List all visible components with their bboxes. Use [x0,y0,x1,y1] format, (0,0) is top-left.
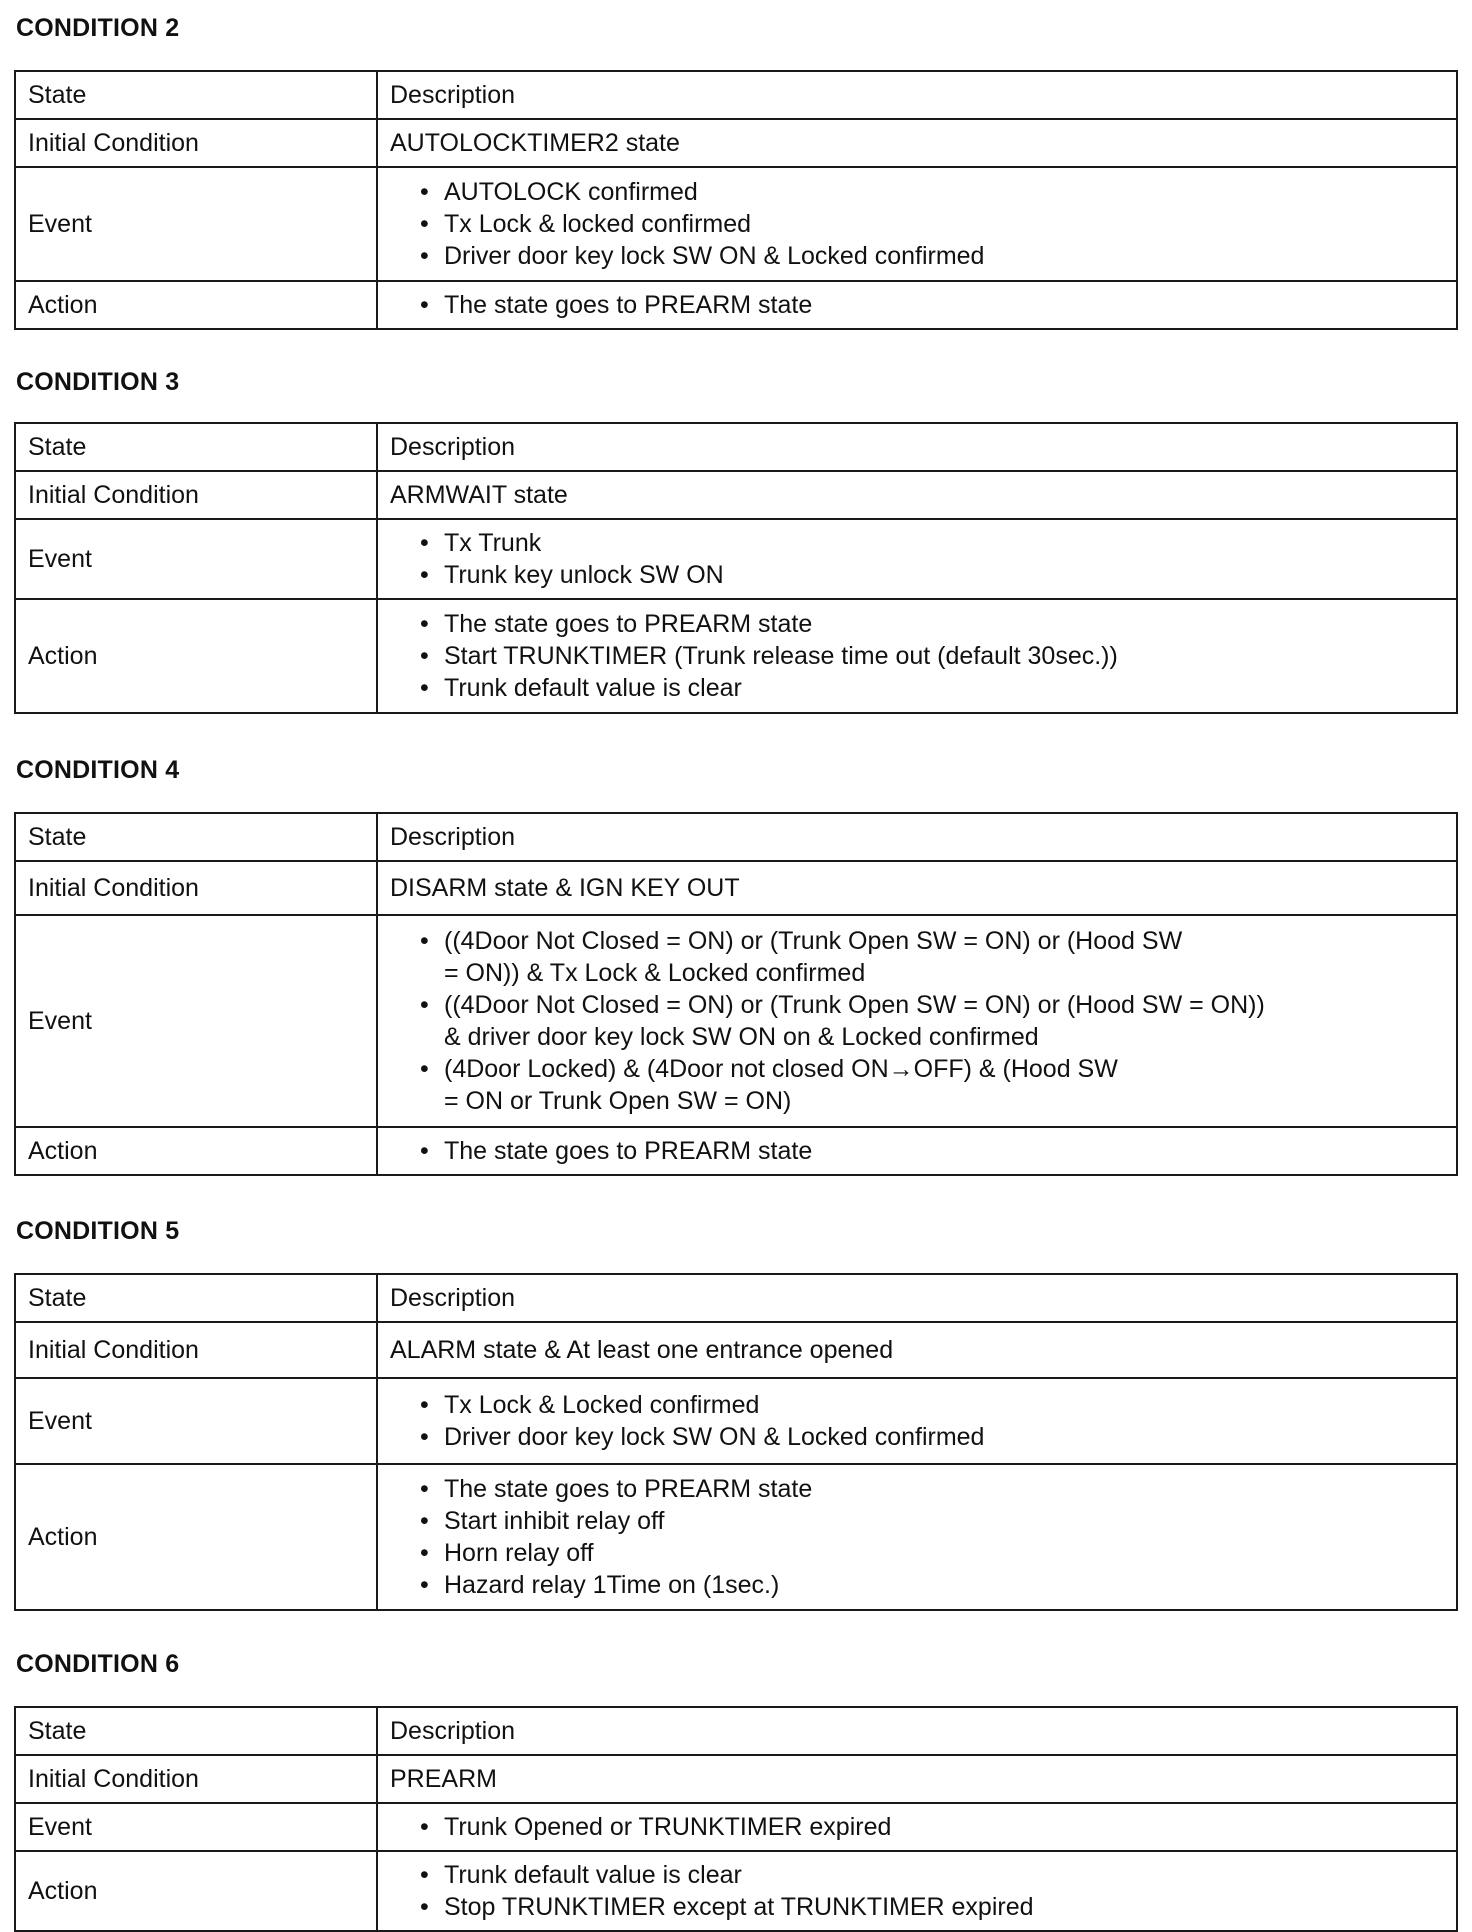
condition-heading: CONDITION 4 [16,756,180,784]
list-item: • Trunk default value is clear [420,1859,1444,1891]
event-row [15,915,1457,1127]
table-header-row [15,1274,1457,1322]
list-item: • ((4Door Not Closed = ON) or (Trunk Open SW = ON) or (Hood SW = ON)) & Tx Lock & Locked confirmed [420,925,1444,989]
event-list [390,1811,1444,1843]
bullet-text-continued: & driver door key lock SW ON on & Locked confirmed [444,1023,1039,1051]
initial-condition-row [15,119,1457,167]
condition-heading: CONDITION 6 [16,1650,180,1678]
header-description: Description [377,71,1457,119]
action-label: Action [15,599,377,713]
event-list [390,925,1444,1117]
list-item: • Horn relay off [420,1537,1444,1569]
event-list [390,1389,1444,1453]
event-items [377,519,1457,599]
condition-table [14,1706,1458,1932]
bullet-text: Horn relay off [444,1539,594,1567]
action-list [390,1135,1444,1167]
bullet-text: Trunk default value is clear [444,674,742,702]
action-items [377,281,1457,329]
list-item: • (4Door Locked) & (4Door not closed ON→OFF) & (Hood SW = ON or Trunk Open SW = ON) [420,1053,1444,1117]
initial-condition-value: PREARM [377,1755,1457,1803]
table-header-row [15,71,1457,119]
list-item: • The state goes to PREARM state [420,289,1444,321]
header-description: Description [377,423,1457,471]
condition-table [14,812,1458,1176]
initial-condition-label: Initial Condition [15,119,377,167]
action-row [15,1851,1457,1931]
initial-condition-row [15,471,1457,519]
action-list [390,608,1444,704]
event-label: Event [15,519,377,599]
table-header-row [15,423,1457,471]
condition-heading: CONDITION 2 [16,14,180,42]
action-label: Action [15,1127,377,1175]
header-state: State [15,71,377,119]
list-item: • Driver door key lock SW ON & Locked confirmed [420,1421,1444,1453]
header-description: Description [377,1274,1457,1322]
event-row [15,1378,1457,1464]
bullet-text: Start TRUNKTIMER (Trunk release time out (default 30sec.)) [444,642,1118,670]
bullet-text: The state goes to PREARM state [444,1475,813,1503]
initial-condition-value: ARMWAIT state [377,471,1457,519]
event-list [390,527,1444,591]
bullet-text: Tx Trunk [444,529,542,557]
initial-condition-value: AUTOLOCKTIMER2 state [377,119,1457,167]
event-items [377,1378,1457,1464]
bullet-text-continued: = ON or Trunk Open SW = ON) [444,1087,792,1115]
event-label: Event [15,915,377,1127]
condition-heading: CONDITION 3 [16,368,180,396]
bullet-text: Trunk Opened or TRUNKTIMER expired [444,1813,892,1841]
event-list [390,176,1444,272]
bullet-text: The state goes to PREARM state [444,1137,813,1165]
list-item: • ((4Door Not Closed = ON) or (Trunk Open SW = ON) or (Hood SW = ON)) & driver door key lock SW ON on & Locked confirmed [420,989,1444,1053]
initial-condition-label: Initial Condition [15,471,377,519]
bullet-text: Tx Lock & locked confirmed [444,210,752,238]
action-label: Action [15,281,377,329]
list-item: • Tx Lock & Locked confirmed [420,1389,1444,1421]
action-row [15,1127,1457,1175]
table-header-row [15,813,1457,861]
action-items [377,1851,1457,1931]
list-item: • Trunk default value is clear [420,672,1444,704]
bullet-text: ((4Door Not Closed = ON) or (Trunk Open SW = ON) or (Hood SW [444,927,1183,955]
header-description: Description [377,1707,1457,1755]
list-item: • The state goes to PREARM state [420,1135,1444,1167]
list-item: • Tx Trunk [420,527,1444,559]
header-state: State [15,1274,377,1322]
event-label: Event [15,167,377,281]
list-item: • AUTOLOCK confirmed [420,176,1444,208]
condition-table [14,70,1458,330]
bullet-text: Driver door key lock SW ON & Locked confirmed [444,242,985,270]
initial-condition-row [15,861,1457,915]
action-list [390,289,1444,321]
action-label: Action [15,1464,377,1610]
list-item: • The state goes to PREARM state [420,1473,1444,1505]
header-state: State [15,813,377,861]
initial-condition-row [15,1755,1457,1803]
event-row [15,519,1457,599]
event-items [377,167,1457,281]
bullet-text-continued: = ON)) & Tx Lock & Locked confirmed [444,959,866,987]
header-description: Description [377,813,1457,861]
list-item: • Driver door key lock SW ON & Locked confirmed [420,240,1444,272]
list-item: • Tx Lock & locked confirmed [420,208,1444,240]
action-row [15,281,1457,329]
bullet-text: AUTOLOCK confirmed [444,178,698,206]
bullet-text: Trunk default value is clear [444,1861,742,1889]
initial-condition-label: Initial Condition [15,1322,377,1378]
event-row [15,167,1457,281]
bullet-text: ((4Door Not Closed = ON) or (Trunk Open SW = ON) or (Hood SW = ON)) [444,991,1265,1019]
condition-heading: CONDITION 5 [16,1217,180,1245]
bullet-text: Trunk key unlock SW ON [444,561,724,589]
list-item: • Start inhibit relay off [420,1505,1444,1537]
initial-condition-row [15,1322,1457,1378]
event-label: Event [15,1803,377,1851]
bullet-text: Driver door key lock SW ON & Locked confirmed [444,1423,985,1451]
action-list [390,1473,1444,1601]
list-item: • Stop TRUNKTIMER except at TRUNKTIMER expired [420,1891,1444,1923]
list-item: • Hazard relay 1Time on (1sec.) [420,1569,1444,1601]
condition-table [14,1273,1458,1611]
bullet-text: The state goes to PREARM state [444,610,813,638]
action-list [390,1859,1444,1923]
bullet-text: Stop TRUNKTIMER except at TRUNKTIMER expired [444,1893,1034,1921]
event-label: Event [15,1378,377,1464]
action-row [15,599,1457,713]
action-row [15,1464,1457,1610]
event-items [377,1803,1457,1851]
bullet-text: The state goes to PREARM state [444,291,813,319]
action-items [377,1127,1457,1175]
bullet-text: Hazard relay 1Time on (1sec.) [444,1571,780,1599]
initial-condition-value: ALARM state & At least one entrance opened [377,1322,1457,1378]
initial-condition-label: Initial Condition [15,861,377,915]
list-item: • Start TRUNKTIMER (Trunk release time out (default 30sec.)) [420,640,1444,672]
event-row [15,1803,1457,1851]
action-items [377,599,1457,713]
initial-condition-label: Initial Condition [15,1755,377,1803]
header-state: State [15,423,377,471]
action-items [377,1464,1457,1610]
initial-condition-value: DISARM state & IGN KEY OUT [377,861,1457,915]
action-label: Action [15,1851,377,1931]
header-state: State [15,1707,377,1755]
list-item: • Trunk Opened or TRUNKTIMER expired [420,1811,1444,1843]
event-items [377,915,1457,1127]
condition-table [14,422,1458,714]
list-item: • The state goes to PREARM state [420,608,1444,640]
table-header-row [15,1707,1457,1755]
bullet-text: Start inhibit relay off [444,1507,665,1535]
bullet-text: Tx Lock & Locked confirmed [444,1391,760,1419]
list-item: • Trunk key unlock SW ON [420,559,1444,591]
bullet-text: (4Door Locked) & (4Door not closed ON→OFF) & (Hood SW [444,1055,1118,1083]
